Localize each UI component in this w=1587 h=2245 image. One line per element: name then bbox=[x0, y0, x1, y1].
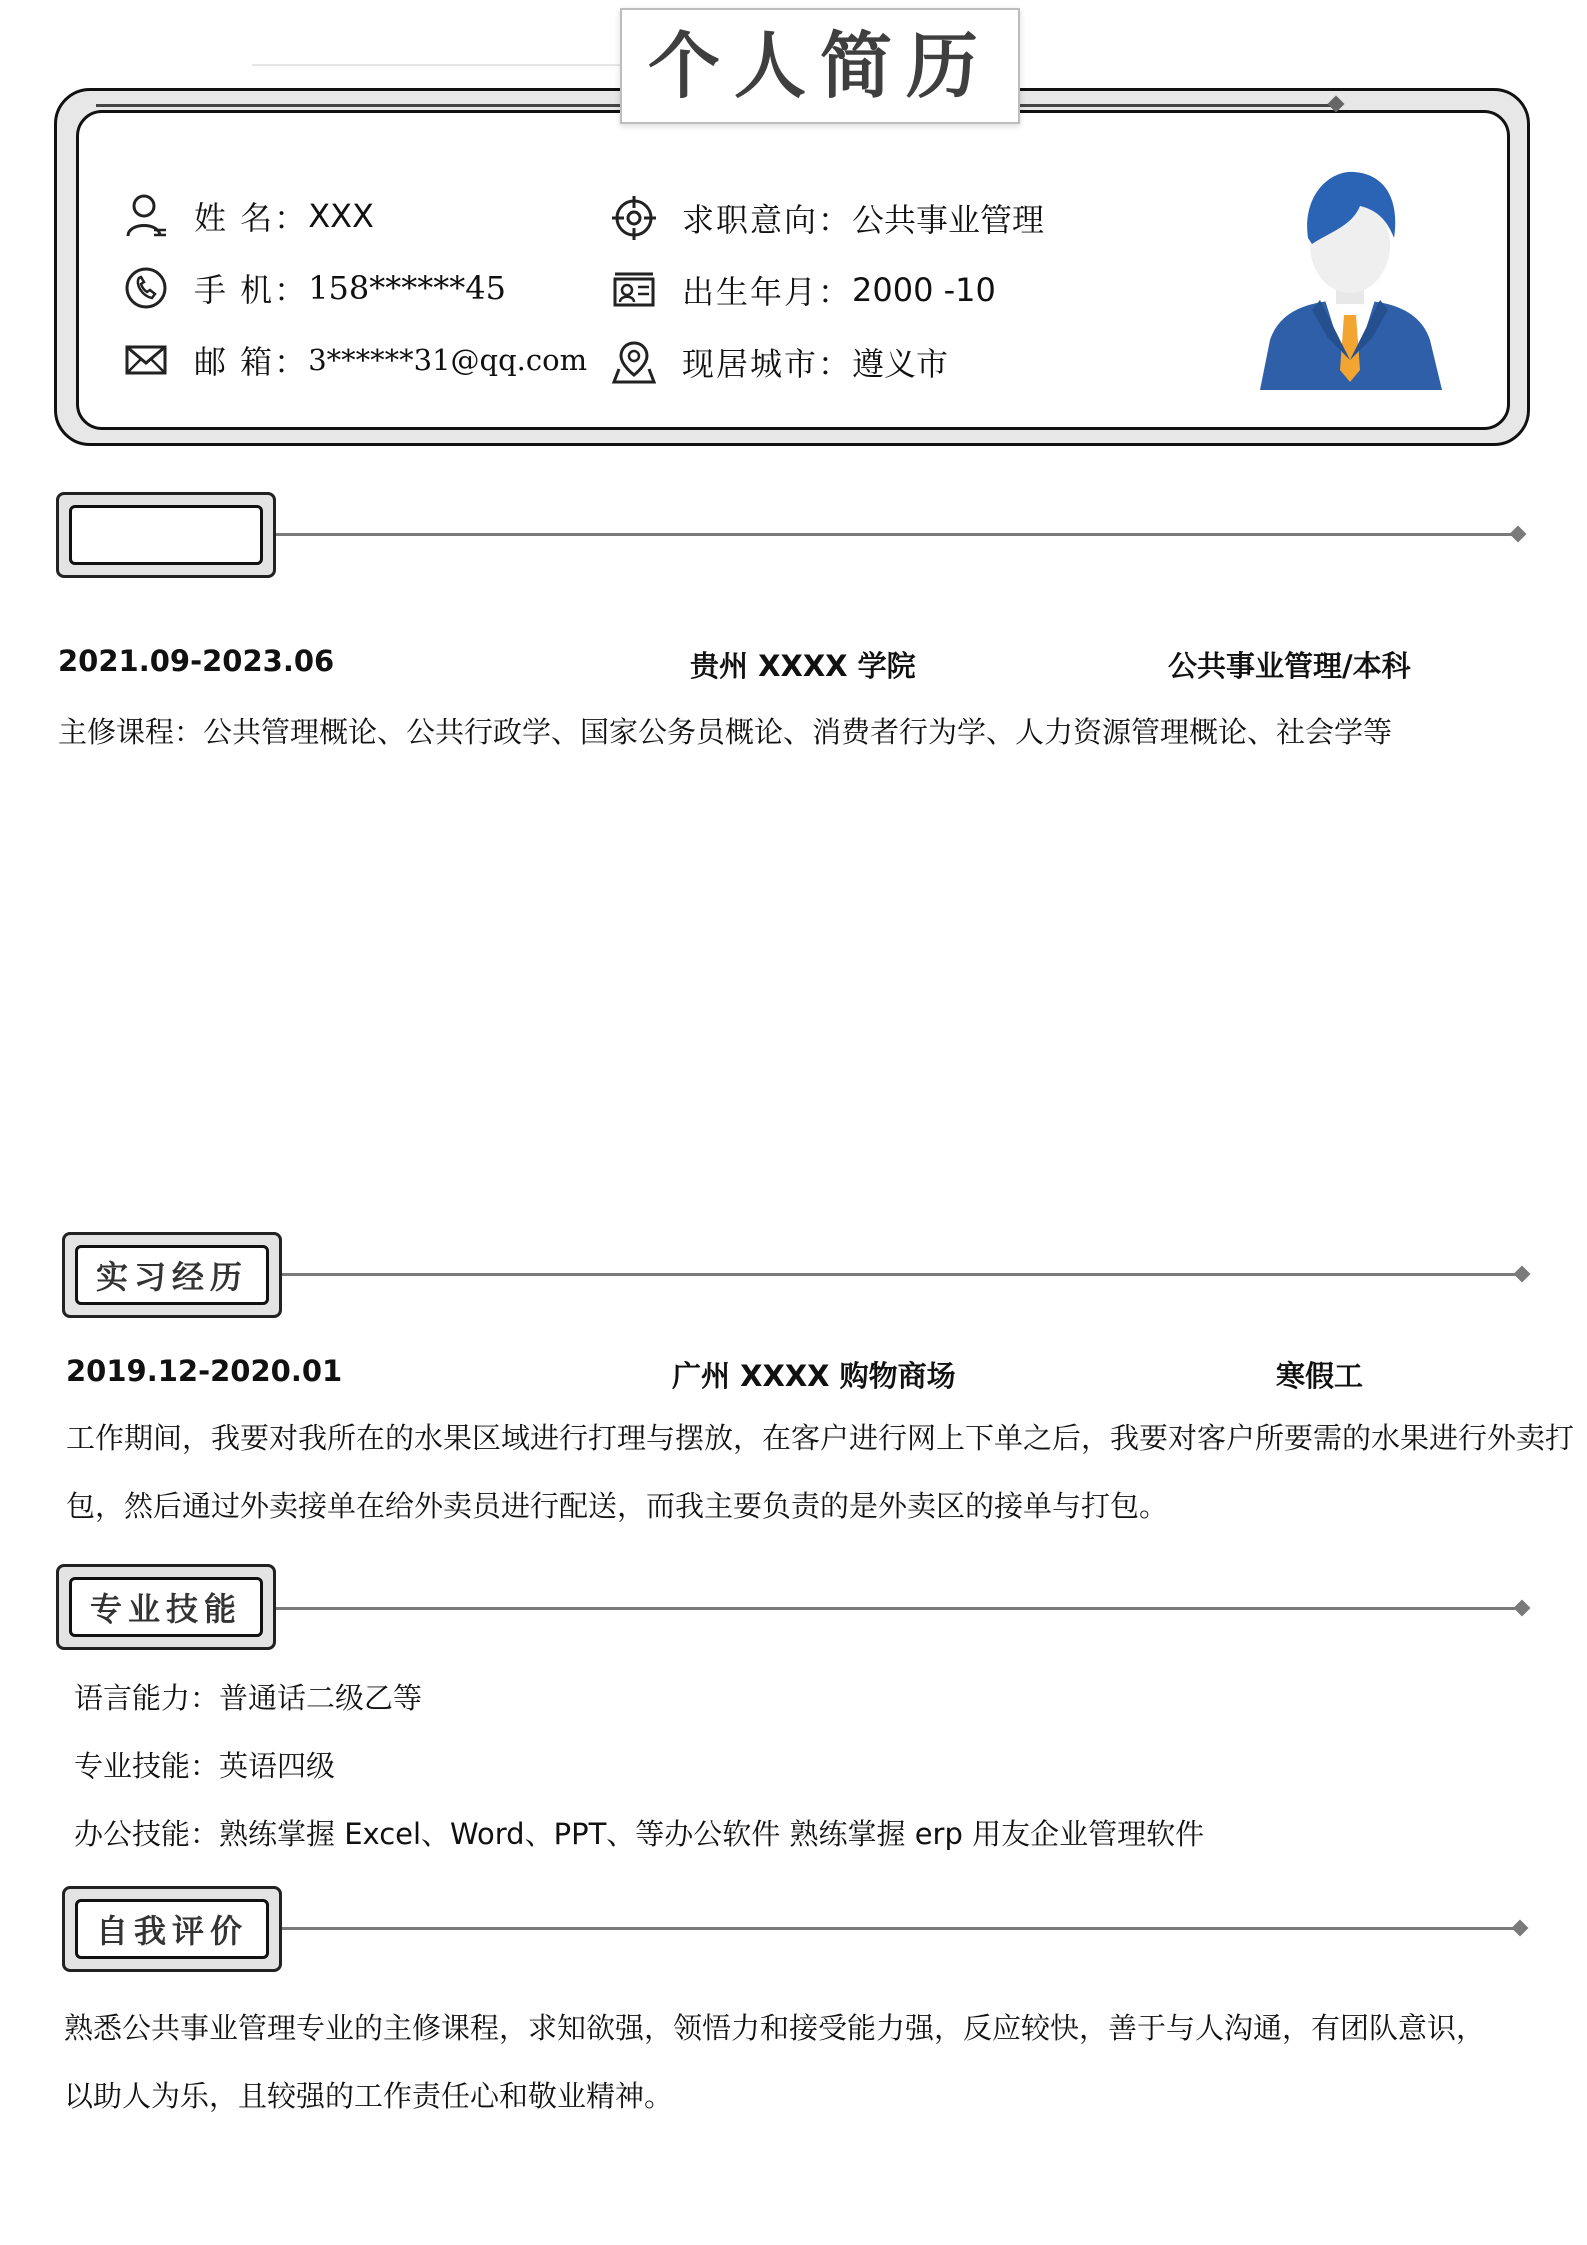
section-internship-title: 实习经历 bbox=[75, 1245, 269, 1305]
skill-item bbox=[74, 1664, 1204, 1732]
internship-company: 广州 XXXX 购物商场 bbox=[672, 1359, 956, 1393]
section-internship-line bbox=[282, 1273, 1524, 1276]
section-internship-header bbox=[62, 1232, 282, 1318]
education-courses bbox=[58, 710, 1392, 751]
skill-item bbox=[74, 1800, 1204, 1868]
skill-item bbox=[74, 1732, 1204, 1800]
name-value: XXX bbox=[308, 197, 374, 235]
section-skills-title: 专业技能 bbox=[69, 1577, 263, 1637]
skill-value: 英语四级 bbox=[219, 1749, 336, 1783]
internship-period: 2019.12-2020.01 bbox=[66, 1354, 343, 1388]
intent-value: 公共事业管理 bbox=[852, 201, 1045, 239]
id-card-icon bbox=[610, 266, 658, 314]
section-self-eval-line bbox=[282, 1927, 1522, 1930]
internship-line-1: 工作期间，我要对我所在的水果区域进行打理与摆放，在客户进行网上下单之后，我要对客户所要需的水果进行外卖打 bbox=[66, 1421, 1575, 1455]
avatar bbox=[1250, 160, 1450, 390]
self-eval-line-1: 熟悉公共事业管理专业的主修课程，求知欲强，领悟力和接受能力强，反应较快，善于与人沟通，有团队意识， bbox=[64, 2011, 1486, 2045]
self-eval-line-2: 以助人为乐，且较强的工作责任心和敬业精神。 bbox=[64, 2079, 674, 2113]
birth-value: 2000 -10 bbox=[852, 271, 996, 309]
skills-list bbox=[74, 1664, 1204, 1868]
intent-label: 求职意向： bbox=[682, 201, 853, 239]
birth-row bbox=[610, 266, 996, 314]
section-self-eval-dot bbox=[1512, 1920, 1529, 1937]
resume-title-box bbox=[620, 8, 1020, 124]
location-icon bbox=[610, 338, 658, 386]
email-row bbox=[122, 336, 587, 384]
courses-value: 公共管理概论、公共行政学、国家公务员概论、消费者行为学、人力资源管理概论、社会学等 bbox=[203, 715, 1393, 749]
resume-title: 个人简历 bbox=[647, 24, 992, 108]
skill-value: 普通话二级乙等 bbox=[219, 1681, 423, 1715]
skill-value: 熟练掌握 Excel、Word、PPT、等办公软件 熟练掌握 erp 用友企业管理软件 bbox=[219, 1817, 1205, 1851]
city-row bbox=[610, 338, 948, 386]
internship-role: 寒假工 bbox=[1276, 1359, 1364, 1393]
section-education-dot bbox=[1510, 526, 1527, 543]
name-label: 姓 名： bbox=[194, 199, 309, 237]
section-education-header bbox=[56, 492, 276, 578]
self-eval-text bbox=[64, 1994, 1485, 2130]
email-label: 邮 箱： bbox=[194, 343, 309, 381]
section-skills-header bbox=[56, 1564, 276, 1650]
skill-label: 专业技能： bbox=[74, 1749, 220, 1783]
user-icon bbox=[122, 192, 170, 240]
internship-description bbox=[66, 1404, 1574, 1540]
skill-label: 办公技能： bbox=[74, 1817, 220, 1851]
birth-label: 出生年月： bbox=[682, 273, 853, 311]
section-education-title bbox=[69, 505, 263, 565]
phone-row bbox=[122, 264, 506, 312]
section-skills-line bbox=[276, 1607, 1524, 1610]
skill-label: 语言能力： bbox=[74, 1681, 220, 1715]
internship-line-2: 包，然后通过外卖接单在给外卖员进行配送，而我主要负责的是外卖区的接单与打包。 bbox=[66, 1489, 1169, 1523]
section-self-eval-header bbox=[62, 1886, 282, 1972]
title-decoration-line bbox=[252, 64, 620, 66]
target-icon bbox=[610, 194, 658, 242]
mail-icon bbox=[122, 336, 170, 384]
section-self-eval-title: 自我评价 bbox=[75, 1899, 269, 1959]
phone-icon bbox=[122, 264, 170, 312]
city-value: 遵义市 bbox=[852, 345, 949, 383]
phone-label: 手 机： bbox=[194, 271, 309, 309]
section-internship-dot bbox=[1514, 1266, 1531, 1283]
education-school: 贵州 XXXX 学院 bbox=[690, 649, 916, 683]
email-value: 3******31@qq.com bbox=[308, 343, 588, 377]
phone-value: 158******45 bbox=[308, 269, 506, 307]
education-period: 2021.09-2023.06 bbox=[58, 644, 335, 678]
courses-label: 主修课程： bbox=[58, 715, 204, 749]
city-label: 现居城市： bbox=[682, 345, 853, 383]
section-education-line bbox=[276, 533, 1520, 536]
education-major: 公共事业管理/本科 bbox=[1168, 649, 1411, 683]
name-row bbox=[122, 192, 374, 240]
intent-row bbox=[610, 194, 1044, 242]
section-skills-dot bbox=[1514, 1600, 1531, 1617]
